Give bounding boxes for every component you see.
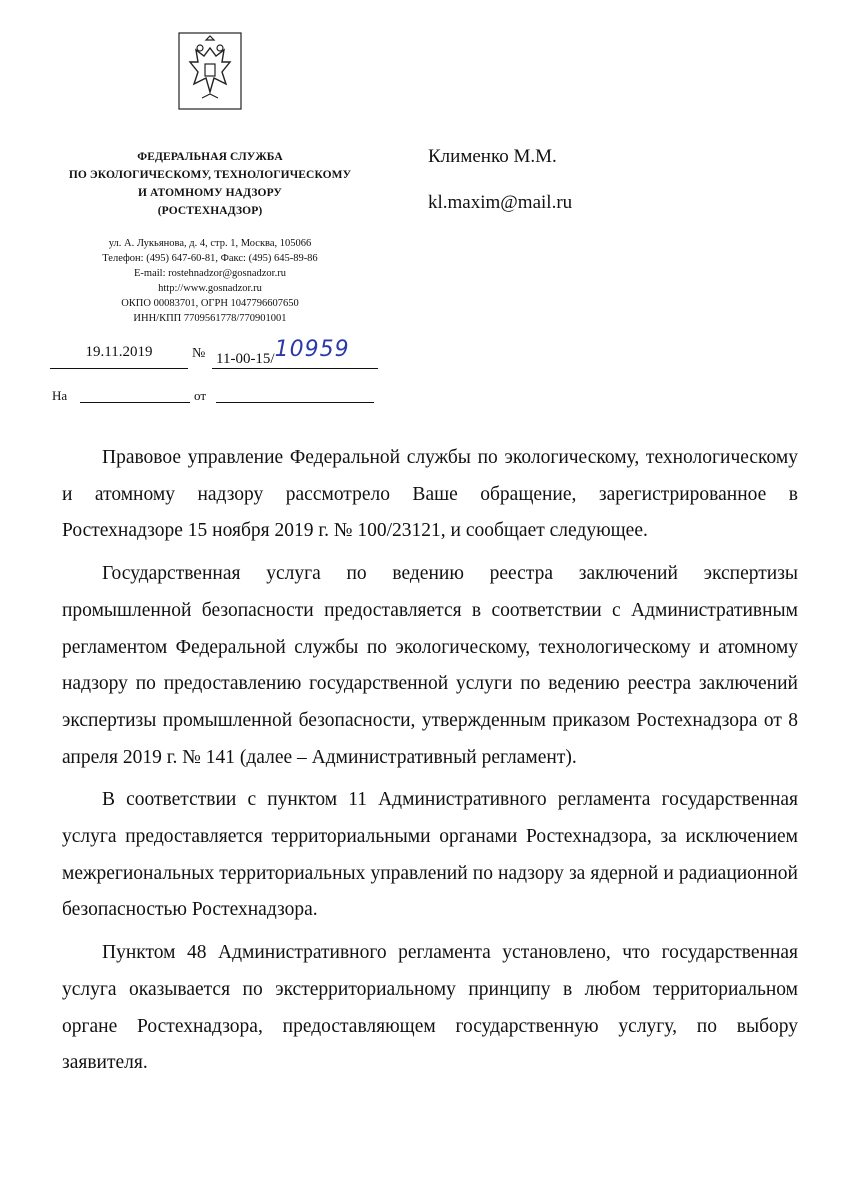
letter-body [62,440,798,1082]
handwritten-number: 10959 [274,337,350,362]
org-line: (РОСТЕХНАДЗОР) [157,205,263,217]
contact-phone: Телефон: (495) 647-60-81, Факс: (495) 645-89-86 [102,253,318,264]
contact-website: http://www.gosnadzor.ru [158,283,262,294]
contact-email: E-mail: rostehnadzor@gosnadzor.ru [134,268,286,279]
in-reply-date-label: от [194,388,207,403]
in-reply-date-field [216,388,374,403]
outgoing-number [212,337,378,369]
org-line: ПО ЭКОЛОГИЧЕСКОМУ, ТЕХНОЛОГИЧЕСКОМУ [68,169,352,181]
paragraph: Государственная услуга по ведению реестра заключений экспертизы промышленной безопасности предоставляется в соответствии с Административным регламентом Федеральной службы по экологическому, технологическому и атомному надзору по предоставлению государственной услуги по ведению реестра заключений экспертизы промышленной безопасности, утвержденным приказом Ростехнадзора от 8 апреля 2019 г. № 141 (далее – Административный регламент). [62,563,798,768]
coat-of-arms-emblem [178,32,242,110]
organization-contacts [40,236,380,326]
in-reply-label: На [52,388,68,403]
number-label: № [192,346,206,361]
in-reply-number-field [80,388,190,403]
org-line: И АТОМНОМУ НАДЗОРУ [138,187,282,199]
contact-inn-kpp: ИНН/КПП 7709561778/770901001 [133,313,287,324]
org-line: ФЕДЕРАЛЬНАЯ СЛУЖБА [137,151,283,163]
contact-okpo-ogrn: ОКПО 00083701, ОГРН 1047796607650 [121,298,299,309]
recipient-name: Клименко М.М. [428,146,557,167]
number-prefix: 11-00-15/ [216,351,275,367]
outgoing-date: 19.11.2019 [50,344,188,369]
double-headed-eagle-icon [178,32,242,110]
paragraph: Правовое управление Федеральной службы по экологическому, технологическому и атомному надзору рассмотрело Ваше обращение, зарегистрированное в Ростехнадзоре 15 ноября 2019 г. № 100/23121, и сообщает следующее. [62,447,798,542]
organization-name [40,148,380,220]
paragraph: Пунктом 48 Административного регламента установлено, что государственная услуга оказывается по экстерриториальному принципу в любом территориальном органе Ростехнадзора, предоставляющем государственную услугу, по выбору заявителя. [62,942,798,1074]
paragraph: В соответствии с пунктом 11 Административного регламента государственная услуга предоставляется территориальными органами Ростехнадзора, за исключением межрегиональных территориальных управлений по надзору за ядерной и радиационной безопасностью Ростехнадзора. [62,789,798,921]
recipient-email: kl.maxim@mail.ru [428,192,573,213]
contact-address: ул. А. Лукьянова, д. 4, стр. 1, Москва, 105066 [108,238,312,249]
